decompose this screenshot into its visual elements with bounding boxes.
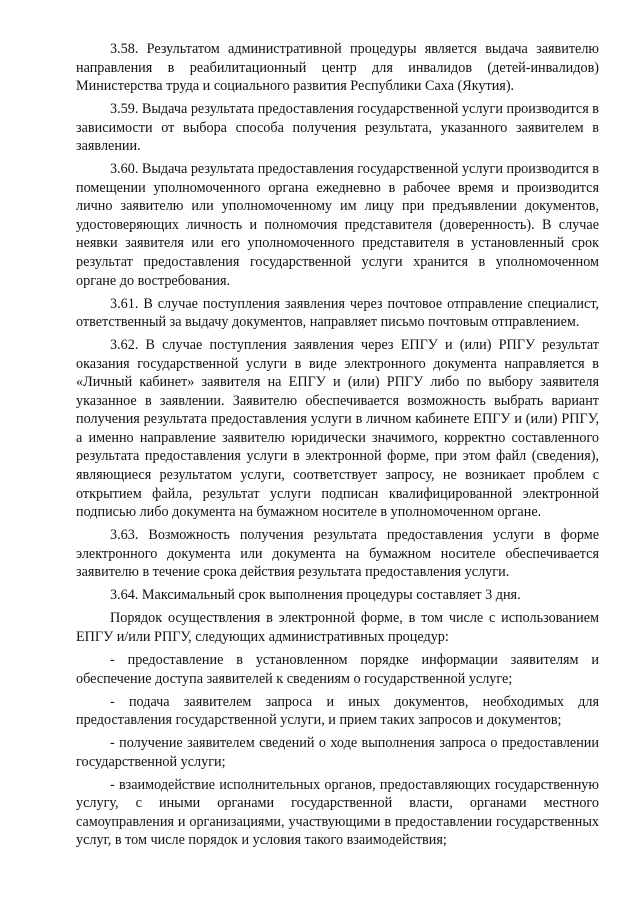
paragraph-procedures-intro: Порядок осуществления в электронной форме, в том числе с использованием ЕПГУ и/или РПГУ, следующих административных процедур: bbox=[76, 610, 599, 645]
document-page bbox=[76, 40, 599, 854]
list-item-request-submission: - подача заявителем запроса и иных документов, необходимых для предоставления государственной услуги, и прием таких запросов и документов; bbox=[76, 693, 599, 729]
paragraph-3-64: 3.64. Максимальный срок выполнения процедуры составляет 3 дня. bbox=[110, 587, 521, 604]
paragraph-3-63: 3.63. Возможность получения результата предоставления услуги в форме электронного документа или документа на бумажном носителе обеспечивается заявителю в течение срока действия результата предоставления услуги. bbox=[76, 527, 599, 581]
paragraph-3-59: 3.59. Выдача результата предоставления государственной услуги производится в зависимости от выбора способа получения результата, указанного заявителем в заявлении. bbox=[76, 101, 599, 155]
list-item-status-info: - получение заявителем сведений о ходе выполнения запроса о предоставлении государственной услуги; bbox=[76, 735, 599, 770]
paragraph-3-58: 3.58. Результатом административной процедуры является выдача заявителю направления в реабилитационный центр для инвалидов (детей-инвалидов) Министерства труда и социального развития Республики Саха (Якутия). bbox=[76, 41, 599, 95]
paragraph-3-62: 3.62. В случае поступления заявления через ЕПГУ и (или) РПГУ результат оказания государственной услуги в виде электронного документа направляется в «Личный кабинет» заявителя на ЕПГУ и (или) РПГУ либо по выбору заявителя указанное в заявлении. Заявителю обеспечивается возможность выбрать вариант получения результата предоставления услуги в личном кабинете ЕПГУ и (или) РПГУ, а именно направление заявителю юридически значимого, корректно составленного результата предоставления услуги в электронной форме, при этом файл (сведения), являющиеся результатом услуги, соответствует запросу, не возникает проблем с открытием файла, результат услуги подписан квалифицированной электронной подписью либо документа на бумажном носителе в уполномоченном органе. bbox=[76, 337, 599, 521]
paragraph-3-60: 3.60. Выдача результата предоставления государственной услуги производится в помещении уполномоченного органа ежедневно в рабочее время и производится лично заявителю или уполномоченному им лицу при предъявлении документов, удостоверяющих личность и полномочия представителя (доверенность). В случае неявки заявителя или его уполномоченного представителя в установленный срок результат предоставления государственной услуги хранится в уполномоченном органе до востребования. bbox=[76, 161, 599, 289]
paragraph-3-61: 3.61. В случае поступления заявления через почтовое отправление специалист, ответственный за выдачу документов, направляет письмо почтовым отправлением. bbox=[76, 295, 599, 331]
list-item-interaction: - взаимодействие исполнительных органов, предоставляющих государственную услугу, с иными органами государственной власти, органами местного самоуправления и организациями, участвующими в предоставлении государственных услуг, в том числе порядок и условия такого взаимодействия; bbox=[76, 776, 599, 849]
list-item-information: - предоставление в установленном порядке информации заявителям и обеспечение доступа заявителей к сведениям о государственной услуге; bbox=[76, 651, 599, 687]
